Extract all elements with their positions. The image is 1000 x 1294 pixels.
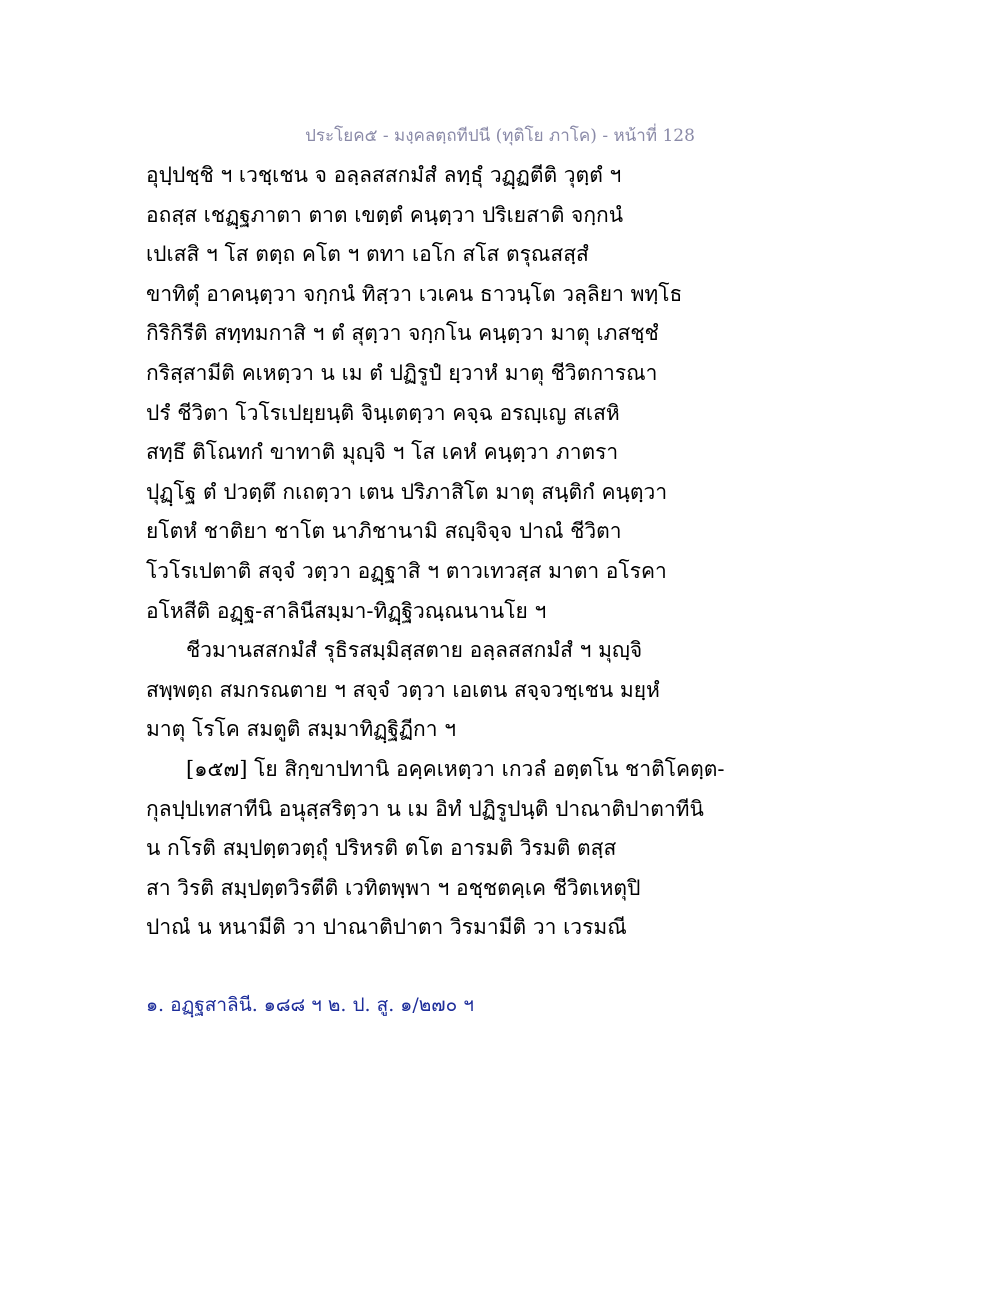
text-line: อโหสีติ อฏฺฐ-สาลินีสมฺมา-ทิฏฺฐิวณฺณนานโย ฯ [146, 598, 547, 623]
paragraph-start-line: ชีวมานสสกมํสํ รุธิรสมฺมิสฺสตาย อลฺลสสกมํสํ ฯ มุญฺจิ [186, 638, 643, 663]
text-line: สทฺธึ ติโณทกํ ขาทาติ มุญฺจิ ฯ โส เคหํ คนฺตฺวา ภาตรา [146, 440, 619, 465]
body-text [146, 156, 866, 948]
text-line: ยโตหํ ชาติยา ชาโต นาภิชานามิ สญฺจิจฺจ ปาณํ ชีวิตา [146, 519, 622, 544]
text-line: มาตุ โรโค สมตูติ สมฺมาทิฏฺฐิฏีกา ฯ [146, 717, 457, 742]
text-line: กริสฺสามีติ คเหตฺวา น เม ตํ ปฏิรูปํ ยฺวาหํ มาตุ ชีวิตการณา [146, 360, 658, 385]
paragraph-start-line: [๑๕๗] โย สิกฺขาปทานิ อคฺคเหตฺวา เกวลํ อตฺตโน ชาติโคตฺต- [186, 756, 725, 781]
text-line: อุปฺปชฺชิ ฯ เวชฺเชน จ อลฺลสสกมํสํ ลทฺธุํ วฏฺฏตีติ วุตฺตํ ฯ [146, 163, 622, 187]
text-line: น กโรติ สมฺปตฺตวตฺถุํ ปริหรติ ตโต อารมติ วิรมติ ตสฺส [146, 836, 617, 861]
text-line: สพฺพตฺถ สมกรณตาย ฯ สจฺจํ วตฺวา เอเตน สจฺจวชฺเชน มยฺหํ [146, 677, 660, 702]
footnote: ๑. อฏฺฐสาลินี. ๑๘๘ ฯ ๒. ป. สู. ๑/๒๗๐ ฯ [146, 994, 474, 1016]
text-line: กุลปฺปเทสาทีนิ อนุสฺสริตฺวา น เม อิทํ ปฏิรูปนฺติ ปาณาติปาตาทีนิ [146, 796, 704, 821]
text-line: ปุฏฺโฐ ตํ ปวตฺตึ กเถตฺวา เตน ปริภาสิโต มาตุ สนฺติกํ คนฺตฺวา [146, 479, 668, 504]
text-line: ปรํ ชีวิตา โวโรเปยฺยนฺติ จินฺเตตฺวา คจฺฉ อรญฺเญ สเสหิ [146, 400, 620, 425]
text-line: ขาทิตุํ อาคนฺตฺวา จกฺกนํ ทิสฺวา เวเคน ธาวนฺโต วลฺลิยา พทฺโธ [146, 281, 683, 306]
text-line: โวโรเปตาติ สจฺจํ วตฺวา อฏฺฐาสิ ฯ ตาวเทวสฺส มาตา อโรคา [146, 558, 667, 583]
text-line: ปาณํ น หนามีติ วา ปาณาติปาตา วิรมามีติ วา เวรมณี [146, 915, 627, 940]
text-line: สา วิรติ สมฺปตฺตวิรตีติ เวทิตพฺพา ฯ อชฺชตคฺเค ชีวิตเหตุปิ [146, 875, 641, 900]
text-line: กิริกิรีติ สทฺทมกาสิ ฯ ตํ สุตฺวา จกฺกโน คนฺตฺวา มาตุ เภสชฺชํ [146, 321, 659, 346]
text-line: เปเสสิ ฯ โส ตตฺถ คโต ฯ ตทา เอโก สโส ตรุณสสฺสํ [146, 242, 589, 267]
text-line: อถสฺส เชฏฺฐภาตา ตาต เขตฺตํ คนฺตฺวา ปริเยสาติ จกฺกนํ [146, 202, 624, 227]
running-header: ประโยค๕ - มงฺคลตฺถทีปนี (ทุติโย ภาโค) - หน้าที่ 128 [305, 126, 695, 146]
